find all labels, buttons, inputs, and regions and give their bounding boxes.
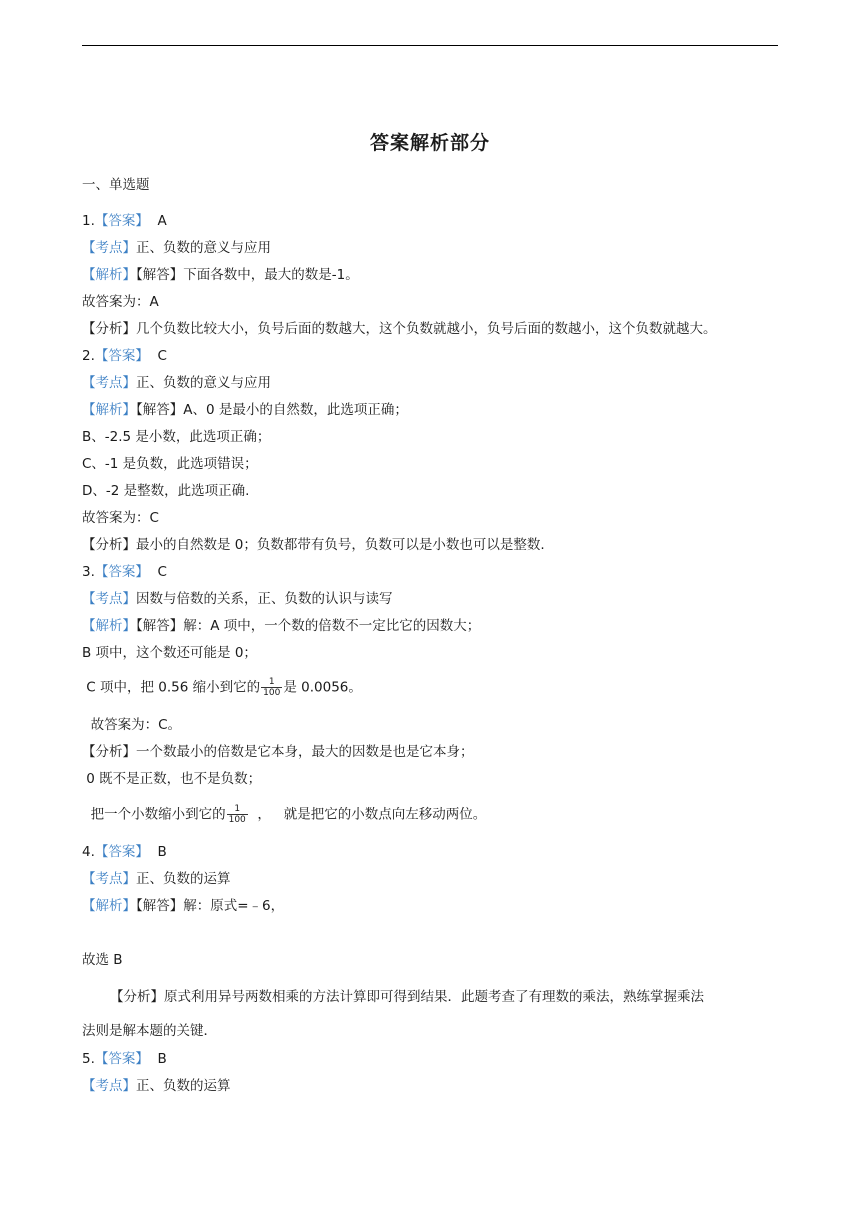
q2-answer: C [157,348,167,364]
q1-analysis: 几个负数比较大小，负号后面的数越大，这个负数就越小，负号后面的数越小，这个负数就越大。 [136,321,717,337]
solve-tag: 【解答】 [136,898,184,914]
q1-conclusion: 故答案为：A [82,294,159,310]
section-heading: 一、单选题 [82,177,150,193]
q3-analysis: 一个数最小的倍数是它本身，最大的因数是也是它本身； [136,744,474,760]
fraction-one-hundredth [261,677,282,698]
q2-number: 2. [82,348,95,364]
q3-line-c [82,677,362,698]
q3-answer: C [157,564,167,580]
analysis-tag: 【解析】 [82,267,136,283]
solve-tag: 【解答】 [136,267,184,283]
q3-analysis-3 [82,804,486,825]
header-rule [82,45,778,46]
fenxi-tag: 【分析】 [82,744,136,760]
q1-solution-line [82,266,359,284]
point-tag: 【考点】 [82,375,136,391]
q4-solution-line [82,897,284,915]
analysis-tag: 【解析】 [82,618,136,634]
q3-conclusion: 故答案为：C。 [82,717,182,733]
q4-answer-line [82,843,167,861]
fraction-denominator: 100 [263,688,281,698]
q3-analysis-line [82,743,474,761]
q2-line-a: A、0 是最小的自然数，此选项正确； [183,402,408,418]
q4-number: 4. [82,844,95,860]
fenxi-tag: 【分析】 [110,989,164,1005]
q2-analysis: 最小的自然数是 0；负数都带有负号，负数可以是小数也可以是整数. [136,537,545,553]
q3-line-c-pre: C 项中，把 0.56 缩小到它的 [82,679,261,696]
q3-analysis-3-pre: 把一个小数缩小到它的 [82,806,226,823]
q3-analysis-2: 0 既不是正数，也不是负数； [82,771,262,787]
q2-solution-line [82,401,408,419]
q1-solution: 下面各数中，最大的数是-1。 [183,267,359,283]
q4-point-line [82,870,231,888]
fraction-numerator: 1 [227,804,248,815]
point-tag: 【考点】 [82,1078,136,1094]
point-tag: 【考点】 [82,591,136,607]
q3-number: 3. [82,564,95,580]
q5-point: 正、负数的运算 [136,1078,231,1094]
q1-answer: A [157,213,167,229]
q3-line-a: 解：A 项中，一个数的倍数不一定比它的因数大； [183,618,481,634]
q1-number: 1. [82,213,95,229]
q4-answer: B [157,844,167,860]
q1-answer-line [82,212,167,230]
q2-line-b: B、-2.5 是小数，此选项正确； [82,429,271,445]
q2-point-line [82,374,271,392]
q3-analysis-3-post: ， 就是把它的小数点向左移动两位。 [248,806,487,823]
answer-tag: 【答案】 [94,213,149,229]
page-title: 答案解析部分 [369,132,490,154]
solve-tag: 【解答】 [136,402,184,418]
fraction-denominator: 100 [228,815,246,825]
q5-point-line [82,1077,231,1095]
q4-solution: 解：原式=﹣6， [183,898,285,914]
answer-tag: 【答案】 [94,1051,149,1067]
q2-conclusion: 故答案为：C [82,510,159,526]
q1-point-line [82,239,271,257]
point-tag: 【考点】 [82,871,136,887]
fenxi-tag: 【分析】 [82,321,136,337]
q2-point: 正、负数的意义与应用 [136,375,271,391]
q5-number: 5. [82,1051,95,1067]
fraction-one-hundredth [227,804,248,825]
q3-line-b: B 项中，这个数还可能是 0； [82,645,257,661]
analysis-tag: 【解析】 [82,402,136,418]
fraction-numerator: 1 [261,677,282,688]
q4-conclusion: 故选 B [82,952,123,968]
q1-point: 正、负数的意义与应用 [136,240,271,256]
q5-answer: B [157,1051,167,1067]
q4-analysis: 原式利用异号两数相乘的方法计算即可得到结果．此题考查了有理数的乘法，熟练掌握乘法 [164,989,704,1005]
point-tag: 【考点】 [82,240,136,256]
q3-solution-line [82,617,480,635]
q2-line-d: D、-2 是整数，此选项正确. [82,483,250,499]
answer-tag: 【答案】 [94,844,149,860]
answer-tag: 【答案】 [94,564,149,580]
solve-tag: 【解答】 [136,618,184,634]
fenxi-tag: 【分析】 [82,537,136,553]
analysis-tag: 【解析】 [82,898,136,914]
q3-answer-line [82,563,167,581]
q2-line-c: C、-1 是负数，此选项错误； [82,456,258,472]
answer-tag: 【答案】 [94,348,149,364]
q4-analysis-line [110,988,704,1006]
q4-analysis-cont: 法则是解本题的关键． [82,1023,217,1039]
q4-point: 正、负数的运算 [136,871,231,887]
q2-analysis-line [82,536,545,554]
q5-answer-line [82,1050,167,1068]
q3-point: 因数与倍数的关系，正、负数的认识与读写 [136,591,393,607]
q2-answer-line [82,347,167,365]
q1-analysis-line [82,320,717,338]
q3-point-line [82,590,393,608]
q3-line-c-post: 是 0.0056。 [283,679,362,696]
